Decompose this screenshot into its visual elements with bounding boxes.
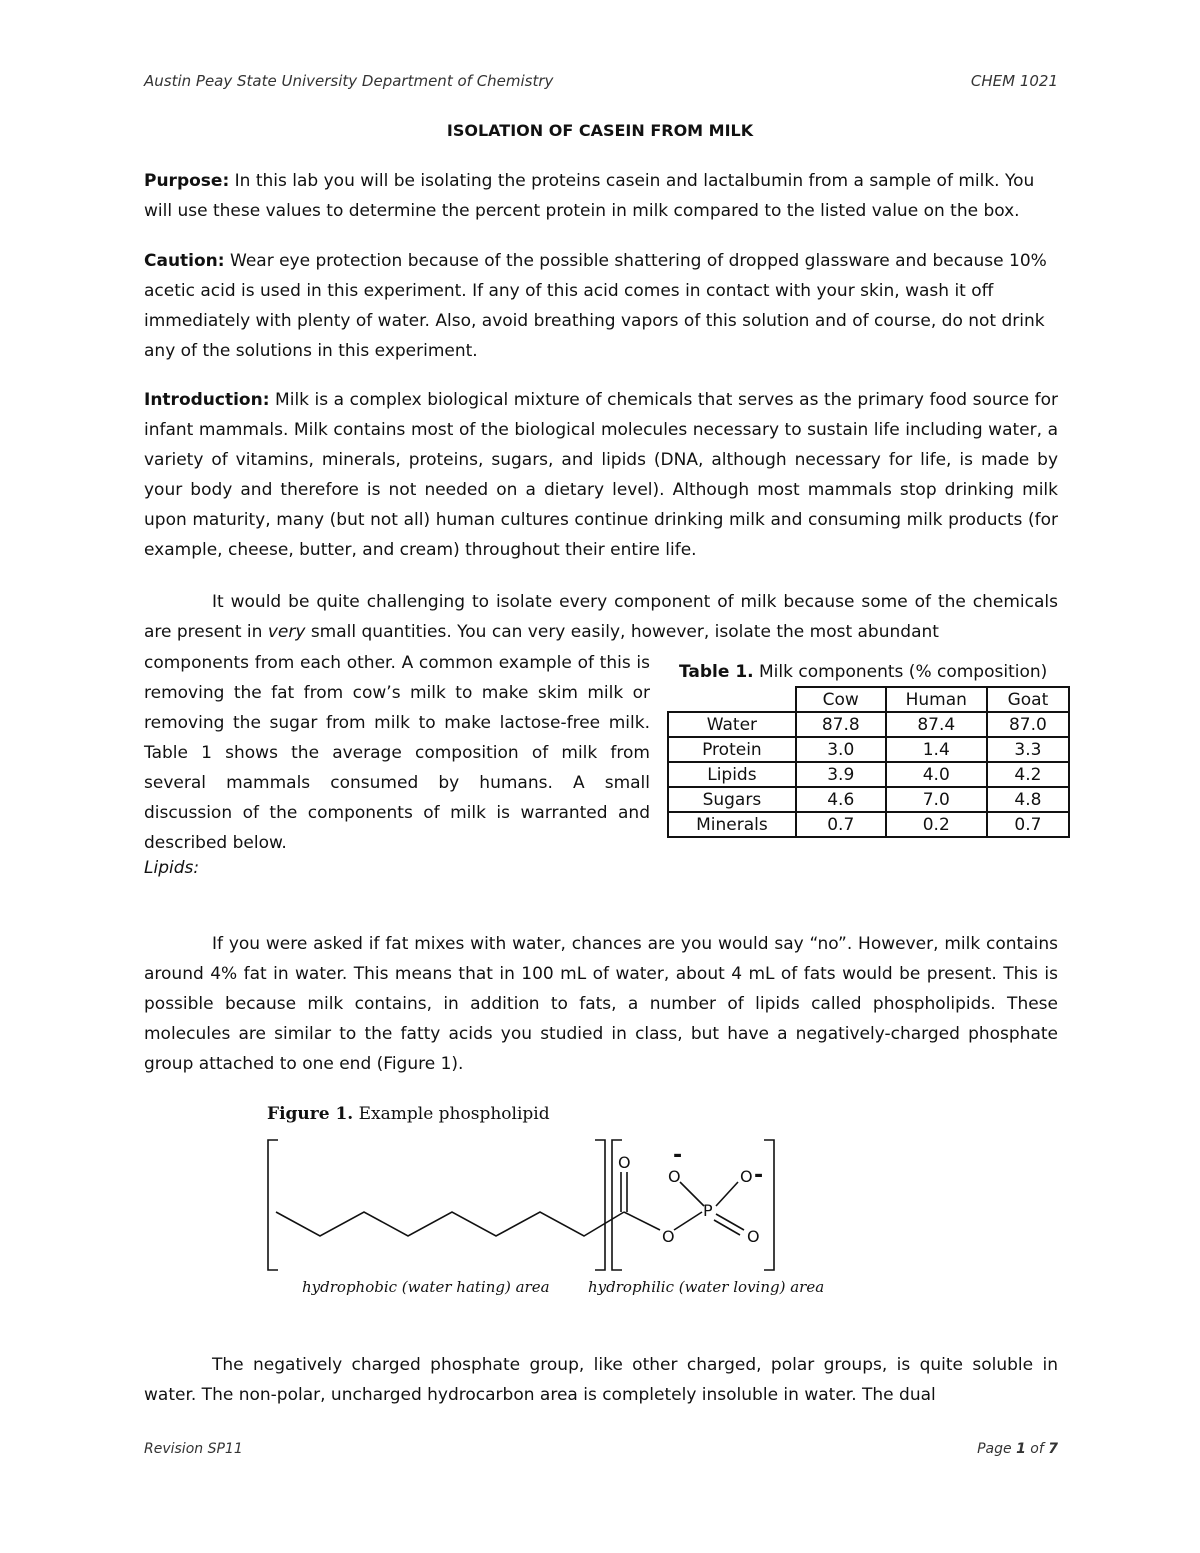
hydrophobic-area-label: hydrophobic (water hating) area bbox=[302, 1278, 550, 1296]
hydrophobic-bracket-left bbox=[268, 1140, 278, 1270]
lipids-heading: Lipids: bbox=[144, 858, 200, 878]
table-cell: 0.2 bbox=[886, 812, 987, 837]
introduction-paragraph bbox=[144, 385, 1058, 565]
footer-revision: Revision SP11 bbox=[144, 1441, 243, 1457]
hydrocarbon-chain bbox=[276, 1212, 624, 1236]
table-row bbox=[668, 787, 1069, 812]
anionic-oxygen-atom-left: O bbox=[668, 1167, 681, 1186]
table-cell: 3.9 bbox=[796, 762, 886, 787]
ester-oxygen-atom: O bbox=[662, 1227, 675, 1246]
table-row bbox=[668, 712, 1069, 737]
table-caption-text: Milk components (% composition) bbox=[759, 662, 1048, 682]
figure-caption bbox=[267, 1104, 550, 1124]
purpose-text: In this lab you will be isolating the proteins casein and lactalbumin from a sample of milk. You will use these values to determine the percent protein in milk compared to the listed value on the box. bbox=[144, 171, 1035, 221]
double-bonded-oxygen-atom: O bbox=[747, 1227, 760, 1246]
table-cell: 3.3 bbox=[987, 737, 1069, 762]
table-cell: 4.8 bbox=[987, 787, 1069, 812]
caution-label: Caution: bbox=[144, 251, 225, 271]
hydrophobic-bracket-right bbox=[595, 1140, 605, 1270]
lipids-paragraph: If you were asked if fat mixes with water, chances are you would say “no”. However, milk contains around 4% fat in water. This means that in 100 mL of water, about 4 mL of fats would be present. This is possible because milk contains, in addition to fats, a number of lipids called phospholipids. These molecules are similar to the fatty acids you studied in class, but have a negatively-charged phosphate group attached to one end (Figure 1). bbox=[144, 934, 1058, 1074]
p-o-minus-bond-right bbox=[716, 1182, 738, 1206]
introduction-label: Introduction: bbox=[144, 390, 270, 410]
p-o-double-bond-a bbox=[716, 1214, 744, 1230]
negative-charge-right: - bbox=[754, 1163, 764, 1188]
table-row bbox=[668, 737, 1069, 762]
row-label: Water bbox=[668, 712, 796, 737]
caution-paragraph bbox=[144, 246, 1058, 366]
table-corner-cell bbox=[668, 687, 796, 712]
table-caption-label: Table 1. bbox=[679, 662, 754, 682]
phosphorus-atom: P bbox=[703, 1201, 713, 1220]
negative-charge-left: - bbox=[673, 1143, 683, 1168]
table-cell: 87.4 bbox=[886, 712, 987, 737]
table-cell: 0.7 bbox=[796, 812, 886, 837]
row-label: Sugars bbox=[668, 787, 796, 812]
row-label: Protein bbox=[668, 737, 796, 762]
anionic-oxygen-atom-right: O bbox=[740, 1167, 753, 1186]
table-row bbox=[668, 812, 1069, 837]
emphasis-very: very bbox=[267, 622, 306, 642]
table-cell: 87.8 bbox=[796, 712, 886, 737]
row-label: Minerals bbox=[668, 812, 796, 837]
column-header-cow: Cow bbox=[796, 687, 886, 712]
table-row bbox=[668, 762, 1069, 787]
column-header-human: Human bbox=[886, 687, 987, 712]
carbonyl-oxygen-atom: O bbox=[618, 1153, 631, 1172]
column-header-goat: Goat bbox=[987, 687, 1069, 712]
table-cell: 7.0 bbox=[886, 787, 987, 812]
figure-caption-text: Example phospholipid bbox=[358, 1104, 550, 1124]
closing-paragraph: The negatively charged phosphate group, like other charged, polar groups, is quite soluble in water. The non-polar, uncharged hydrocarbon area is completely insoluble in water. The dual bbox=[144, 1355, 1058, 1405]
table-cell: 1.4 bbox=[886, 737, 987, 762]
milk-components-table bbox=[667, 686, 1070, 838]
table-cell: 0.7 bbox=[987, 812, 1069, 837]
row-label: Lipids bbox=[668, 762, 796, 787]
p-o-minus-bond-left bbox=[680, 1182, 704, 1206]
ester-o-p-bond bbox=[674, 1212, 702, 1230]
table-cell: 3.0 bbox=[796, 737, 886, 762]
ester-bond bbox=[624, 1212, 660, 1230]
introduction-text: Milk is a complex biological mixture of chemicals that serves as the primary food source for infant mammals. Milk contains most of the biological molecules necessary to sustain life including water, a variety of vitamins, minerals, proteins, sugars, and lipids (DNA, although necessary for life, is made by your body and therefore is not needed on a dietary level). Although most mammals stop drinking milk upon maturity, many (but not all) human cultures continue drinking milk and consuming milk products (for example, cheese, butter, and cream) throughout their entire life. bbox=[144, 390, 1058, 560]
table-cell: 4.2 bbox=[987, 762, 1069, 787]
table-cell: 87.0 bbox=[987, 712, 1069, 737]
hydrophilic-area-label: hydrophilic (water loving) area bbox=[588, 1278, 825, 1296]
phospholipid-structure-diagram bbox=[260, 1130, 790, 1280]
caution-text: Wear eye protection because of the possible shattering of dropped glassware and because 10% acetic acid is used in this experiment. If any of this acid comes in contact with your skin, wash it off immediately with plenty of water. Also, avoid breathing vapors of this solution and of course, do not drink any of the solutions in this experiment. bbox=[144, 251, 1047, 361]
figure-caption-label: Figure 1. bbox=[267, 1104, 354, 1124]
table-caption bbox=[679, 662, 1047, 682]
purpose-paragraph bbox=[144, 166, 1058, 226]
table-header-row bbox=[668, 687, 1069, 712]
paragraph-2-start: It would be quite challenging to isolate every component of milk because some of the chemicals are present in very small quantities. You can very easily, however, isolate the most abundant bbox=[144, 592, 1058, 642]
table-cell: 4.0 bbox=[886, 762, 987, 787]
purpose-label: Purpose: bbox=[144, 171, 230, 191]
paragraph-2-continued: components from each other. A common example of this is removing the fat from cow’s milk to make skim milk or removing the sugar from milk to make lactose-free milk. Table 1 shows the average composition of milk from several mammals consumed by humans. A small discussion of the components of milk is warranted and described below. bbox=[144, 653, 650, 853]
table-cell: 4.6 bbox=[796, 787, 886, 812]
header-department: Austin Peay State University Department of Chemistry bbox=[144, 72, 554, 90]
footer-page-number: Page 1 of 7 bbox=[977, 1441, 1058, 1457]
header-course: CHEM 1021 bbox=[970, 72, 1058, 90]
page-title: ISOLATION OF CASEIN FROM MILK bbox=[446, 121, 754, 140]
hydrophilic-bracket-right bbox=[764, 1140, 774, 1270]
p-o-double-bond-b bbox=[714, 1220, 740, 1235]
